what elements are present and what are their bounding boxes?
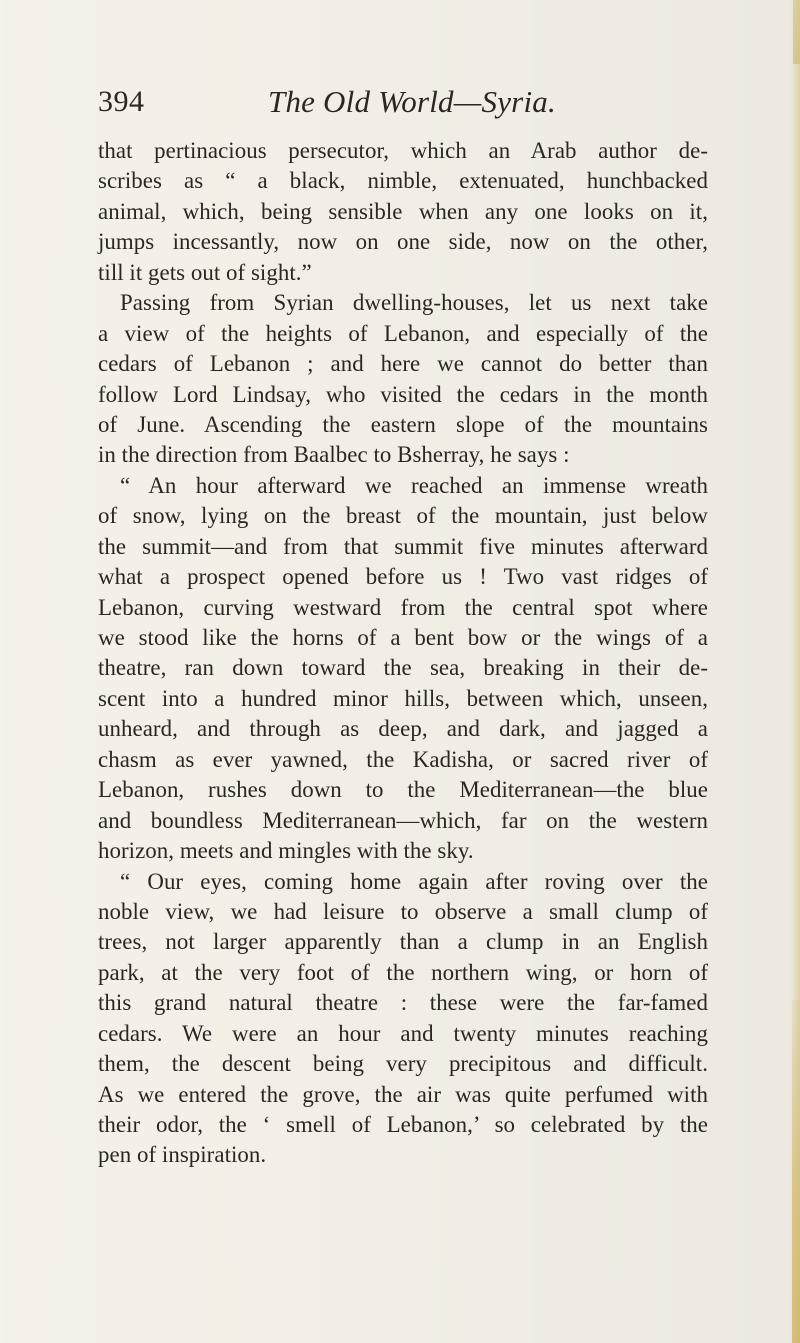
page-edge-stain: [790, 0, 800, 1343]
text-line: Passing from Syrian dwelling-houses, let us next take: [120, 290, 708, 316]
text-line: we stood like the horns of a bent bow or the wings of a: [98, 625, 708, 650]
text-line: and boundless Mediterranean—which, far on the western: [98, 807, 708, 833]
text-line: scribes as “ a black, nimble, extenuated, hunchbacked: [98, 168, 708, 194]
body-text: [98, 136, 708, 1171]
text-line: unheard, and through as deep, and dark, and jagged a: [98, 716, 708, 742]
text-line: this grand natural theatre : these were the far-famed: [98, 990, 708, 1016]
text-line: “ Our eyes, coming home again after roving over the: [120, 868, 708, 894]
text-line: Lebanon, rushes down to the Mediterranean—the blue: [98, 777, 708, 803]
text-line: chasm as ever yawned, the Kadisha, or sacred river of: [98, 746, 708, 772]
text-line: till it gets out of sight.”: [98, 259, 312, 285]
text-line: follow Lord Lindsay, who visited the cedars in the month: [98, 381, 708, 407]
page-number: 394: [98, 85, 145, 118]
text-line: them, the descent being very precipitous and difficult.: [98, 1051, 708, 1077]
text-line: of June. Ascending the eastern slope of the mountains: [98, 411, 708, 437]
text-line: what a prospect opened before us ! Two vast ridges of: [98, 564, 708, 590]
text-line: animal, which, being sensible when any one looks on it,: [98, 198, 708, 224]
bottom-edge-stain: [792, 1000, 800, 1343]
text-line: of snow, lying on the breast of the mountain, just below: [98, 503, 708, 529]
text-line: horizon, meets and mingles with the sky.: [98, 838, 474, 864]
text-line: trees, not larger apparently than a clump in an English: [98, 929, 708, 955]
text-line: “ An hour afterward we reached an immense wreath: [120, 472, 708, 498]
text-line: pen of inspiration.: [98, 1142, 267, 1168]
top-edge-stain: [793, 0, 800, 64]
text-line: Lebanon, curving westward from the central spot where: [98, 594, 708, 620]
text-line: theatre, ran down toward the sea, breaking in their de-: [98, 655, 708, 681]
text-line: the summit—and from that summit five minutes afterward: [98, 533, 708, 559]
text-line: in the direction from Baalbec to Bsherray, he says :: [98, 442, 570, 468]
text-line: As we entered the grove, the air was quite perfumed with: [98, 1081, 708, 1107]
page-header: [98, 84, 704, 122]
text-line: their odor, the ‘ smell of Lebanon,’ so celebrated by the: [98, 1112, 708, 1137]
text-line: jumps incessantly, now on one side, now on the other,: [98, 229, 708, 255]
running-head: The Old World—Syria.: [268, 84, 556, 119]
text-line: scent into a hundred minor hills, between which, unseen,: [98, 685, 708, 711]
text-line: cedars of Lebanon ; and here we cannot do better than: [98, 351, 708, 377]
text-line: noble view, we had leisure to observe a small clump of: [98, 898, 708, 924]
text-line: a view of the heights of Lebanon, and especially of the: [98, 320, 708, 346]
text-line: cedars. We were an hour and twenty minutes reaching: [98, 1020, 708, 1046]
text-line: park, at the very foot of the northern wing, or horn of: [98, 959, 708, 985]
text-line: that pertinacious persecutor, which an Arab author de-: [98, 138, 708, 163]
